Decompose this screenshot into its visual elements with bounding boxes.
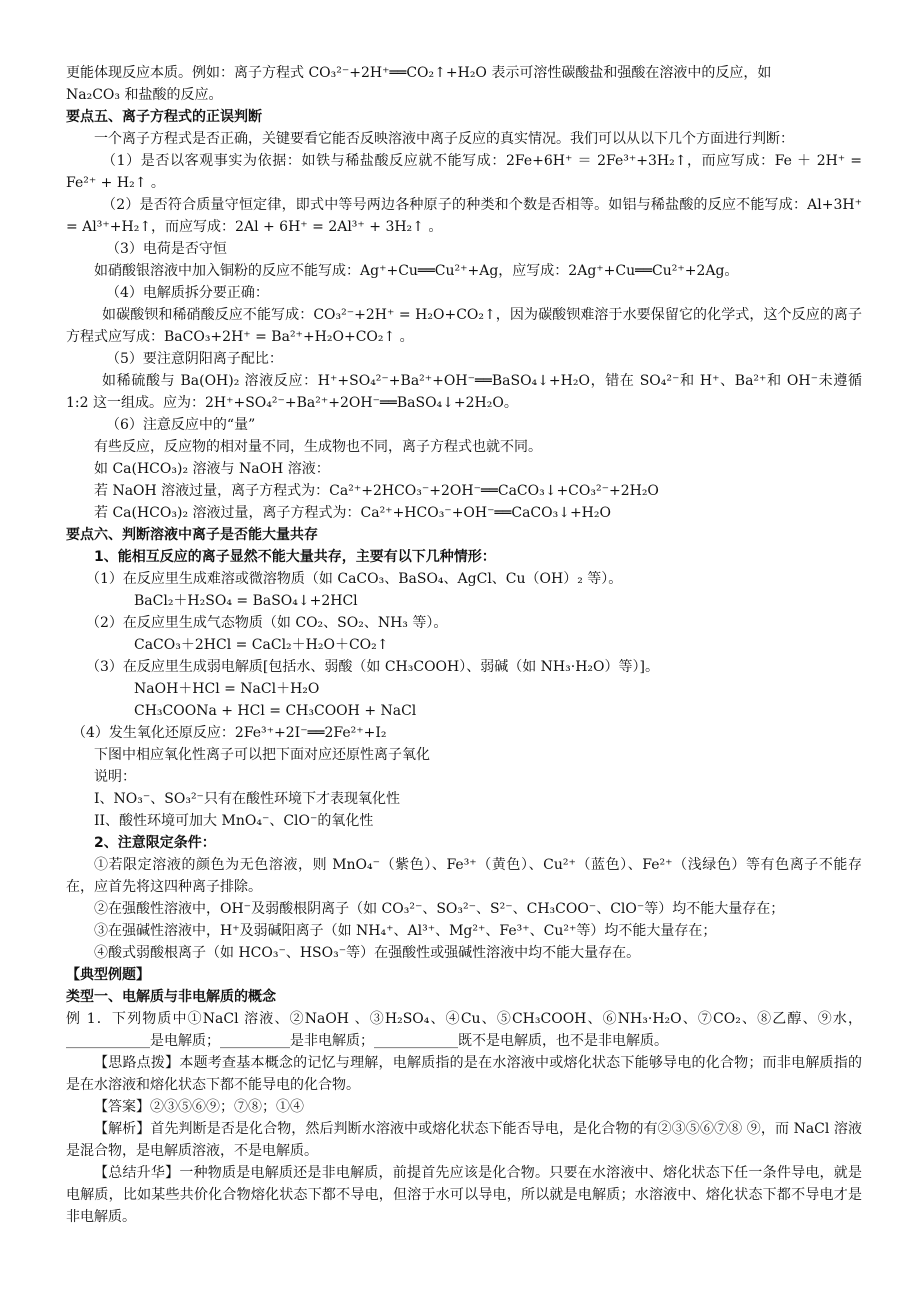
paragraph: （3）电荷是否守恒 — [106, 241, 227, 257]
paragraph: 说明： — [94, 769, 136, 785]
paragraph: （2）是否符合质量守恒定律，即式中等号两边各种原子的种类和个数是否相等。如铝与稀盐酸的反应不能写成：Al+3H⁺ = Al³⁺+H₂↑，而应写成：2Al + 6H⁺ = 2Al³⁺ + 3H₂↑ 。 — [66, 197, 862, 235]
paragraph: 【解析】首先判断是否是化合物，然后判断水溶液中或熔化状态下能否导电，是化合物的有②③⑤⑥⑦⑧ ⑨，而 NaCl 溶液是混合物，是电解质溶液，不是电解质。 — [66, 1121, 862, 1159]
section-heading: 类型一、电解质与非电解质的概念 — [66, 989, 276, 1005]
paragraph: 如稀硫酸与 Ba(OH)₂ 溶液反应：H⁺+SO₄²⁻+Ba²⁺+OH⁻══BaSO₄↓+H₂O，错在 SO₄²⁻和 H⁺、Ba²⁺和 OH⁻未遵循 1:2 这一组成。应为：2H⁺+SO₄²⁻+Ba²⁺+2OH⁻══BaSO₄↓+2H₂O。 — [66, 373, 862, 411]
paragraph: 若 Ca(HCO₃)₂ 溶液过量，离子方程式为：Ca²⁺+HCO₃⁻+OH⁻══CaCO₃↓+H₂O — [94, 505, 611, 521]
paragraph: （2）在反应里生成气态物质（如 CO₂、SO₂、NH₃ 等）。 — [86, 615, 448, 631]
equation: CaCO₃＋2HCl = CaCl₂＋H₂O＋CO₂↑ — [134, 637, 389, 653]
paragraph: ③在强碱性溶液中，H⁺及弱碱阳离子（如 NH₄⁺、Al³⁺、Mg²⁺、Fe³⁺、Cu²⁺等）均不能大量存在； — [94, 923, 717, 939]
section-heading: 【典型例题】 — [66, 967, 150, 983]
paragraph: （1）是否以客观事实为依据：如铁与稀盐酸反应就不能写成：2Fe+6H⁺ ＝ 2Fe³⁺+3H₂↑，而应写成：Fe ＋ 2H⁺ = Fe²⁺ + H₂↑ 。 — [66, 153, 862, 191]
paragraph: 【总结升华】一种物质是电解质还是非电解质，前提首先应该是化合物。只要在水溶液中、熔化状态下任一条件导电，就是电解质，比如某些共价化合物熔化状态下都不导电，但溶于水可以导电，所以就是电解质；水溶液中、熔化状态下都不导电才是非电解质。 — [66, 1165, 862, 1225]
paragraph: II、酸性环境可加大 MnO₄⁻、ClO⁻的氧化性 — [94, 813, 374, 829]
paragraph: 更能体现反应本质。例如：离子方程式 CO₃²⁻+2H⁺══CO₂↑+H₂O 表示可溶性碳酸盐和强酸在溶液中的反应，如 — [66, 65, 772, 81]
equation: NaOH＋HCl = NaCl＋H₂O — [134, 681, 320, 697]
paragraph: （1）在反应里生成难溶或微溶物质（如 CaCO₃、BaSO₄、AgCl、Cu（OH）₂ 等）。 — [86, 571, 623, 587]
paragraph: （4）电解质拆分要正确： — [106, 285, 269, 301]
paragraph: （5）要注意阴阳离子配比： — [106, 351, 283, 367]
example-question: 例 1．下列物质中①NaCl 溶液、②NaOH 、③H₂SO₄、④Cu、⑤CH₃COOH、⑥NH₃·H₂O、⑦CO₂、⑧乙醇、⑨水，____________是电解质；__________是非电解质；____________既不是电解质，也不是非电解质。 — [66, 1011, 862, 1049]
subsection-heading: 1、能相互反应的离子显然不能大量共存，主要有以下几种情形： — [94, 549, 496, 565]
paragraph: 下图中相应氧化性离子可以把下面对应还原性离子氧化 — [94, 747, 430, 763]
paragraph: 有些反应，反应物的相对量不同，生成物也不同，离子方程式也就不同。 — [94, 439, 542, 455]
paragraph: ②在强酸性溶液中，OH⁻及弱酸根阴离子（如 CO₃²⁻、SO₃²⁻、S²⁻、CH₃COO⁻、ClO⁻等）均不能大量存在； — [94, 901, 785, 917]
paragraph: 【思路点拨】本题考查基本概念的记忆与理解，电解质指的是在水溶液中或熔化状态下能够导电的化合物；而非电解质指的是在水溶液和熔化状态下都不能导电的化合物。 — [66, 1055, 862, 1093]
paragraph: 如硝酸银溶液中加入铜粉的反应不能写成：Ag⁺+Cu══Cu²⁺+Ag，应写成：2Ag⁺+Cu══Cu²⁺+2Ag。 — [94, 263, 739, 279]
paragraph: Na₂CO₃ 和盐酸的反应。 — [66, 87, 223, 103]
section-heading: 要点六、判断溶液中离子是否能大量共存 — [66, 527, 318, 543]
subsection-heading: 2、注意限定条件： — [94, 835, 216, 851]
equation: BaCl₂＋H₂SO₄ = BaSO₄↓+2HCl — [134, 593, 358, 609]
paragraph: 一个离子方程式是否正确，关键要看它能否反映溶液中离子反应的真实情况。我们可以从以下几个方面进行判断： — [94, 131, 794, 147]
paragraph: （3）在反应里生成弱电解质[包括水、弱酸（如 CH₃COOH）、弱碱（如 NH₃·H₂O）等）]。 — [86, 659, 659, 675]
equation: CH₃COONa + HCl = CH₃COOH + NaCl — [134, 703, 417, 719]
paragraph: 如碳酸钡和稀硝酸反应不能写成：CO₃²⁻+2H⁺ = H₂O+CO₂↑，因为碳酸钡难溶于水要保留它的化学式，这个反应的离子方程式应写成：BaCO₃+2H⁺ = Ba²⁺+H₂O+CO₂↑ 。 — [66, 307, 862, 345]
section-heading: 要点五、离子方程式的正误判断 — [66, 109, 262, 125]
answer: 【答案】②③⑤⑥⑨；⑦⑧；①④ — [94, 1099, 304, 1115]
paragraph: ④酸式弱酸根离子（如 HCO₃⁻、HSO₃⁻等）在强酸性或强碱性溶液中均不能大量存在。 — [94, 945, 641, 961]
paragraph: 如 Ca(HCO₃)₂ 溶液与 NaOH 溶液： — [94, 461, 330, 477]
paragraph: （4）发生氧化还原反应：2Fe³⁺+2I⁻══2Fe²⁺+I₂ — [72, 725, 387, 741]
paragraph: 若 NaOH 溶液过量，离子方程式为：Ca²⁺+2HCO₃⁻+2OH⁻══CaCO₃↓+CO₃²⁻+2H₂O — [94, 483, 659, 499]
paragraph: I、NO₃⁻、SO₃²⁻只有在酸性环境下才表现氧化性 — [94, 791, 400, 807]
paragraph: （6）注意反应中的“量” — [106, 417, 256, 433]
paragraph: ①若限定溶液的颜色为无色溶液，则 MnO₄⁻（紫色）、Fe³⁺（黄色）、Cu²⁺（蓝色）、Fe²⁺（浅绿色）等有色离子不能存在，应首先将这四种离子排除。 — [66, 857, 862, 895]
